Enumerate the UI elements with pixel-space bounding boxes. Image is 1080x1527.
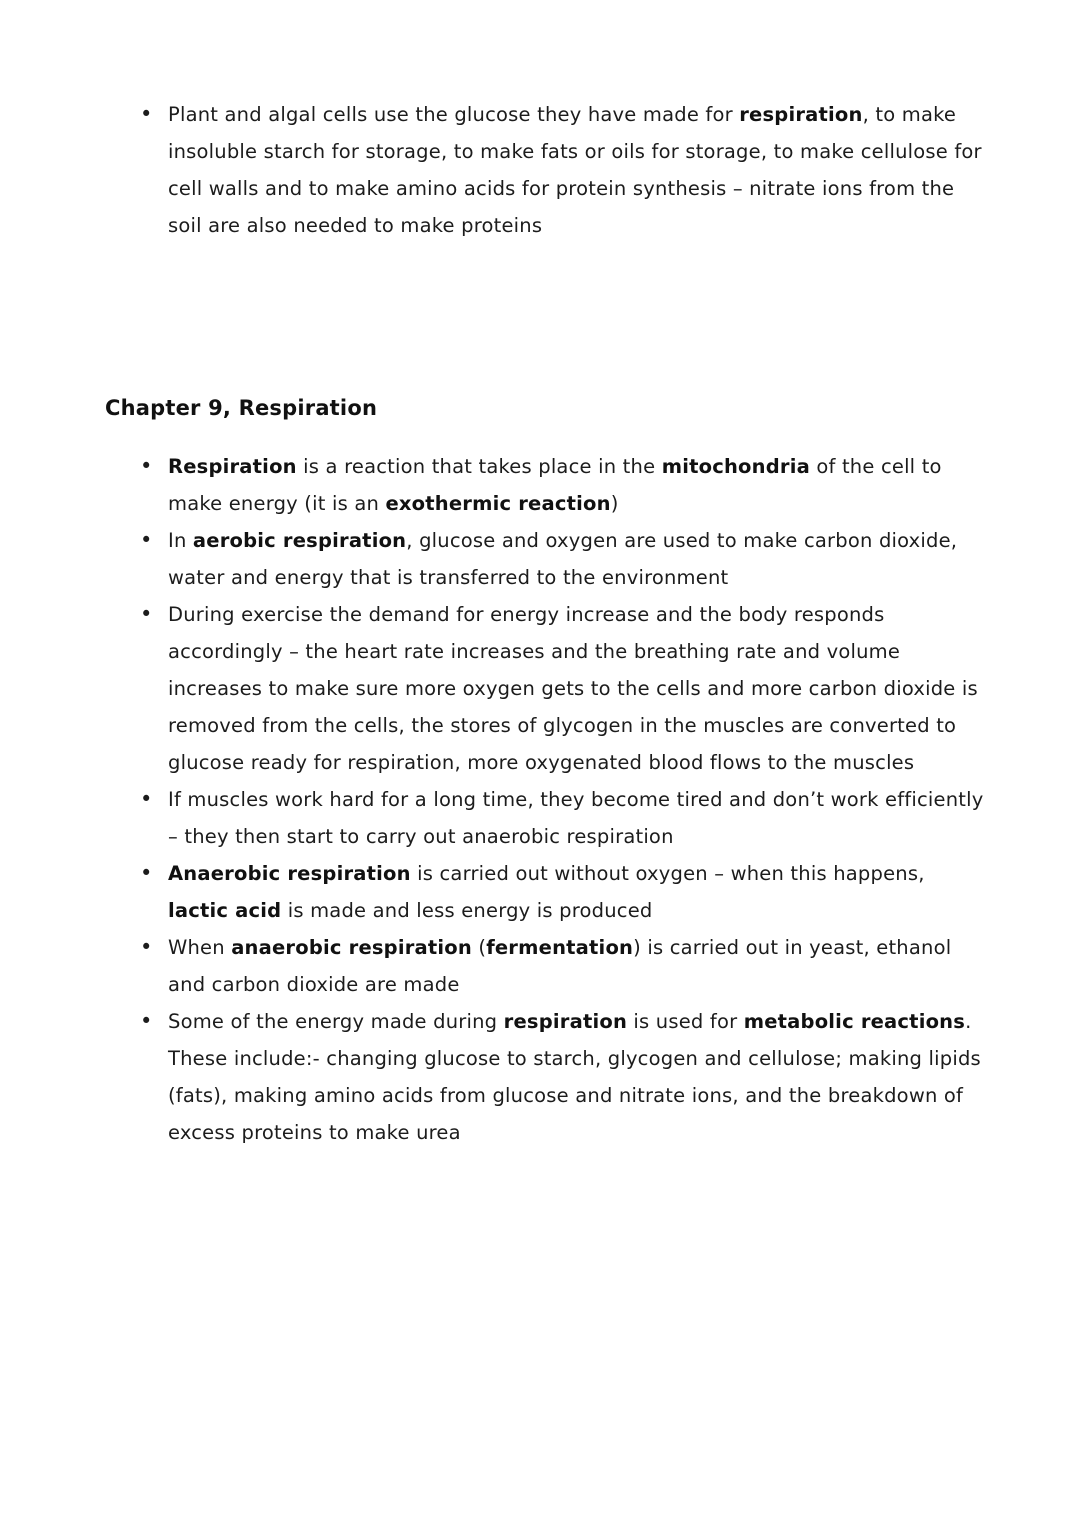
bold-text-segment: metabolic reactions — [743, 1010, 966, 1033]
text-segment: ) — [610, 492, 619, 515]
intro-bullet-list — [105, 96, 985, 244]
bold-text-segment: Anaerobic respiration — [168, 862, 411, 885]
text-segment: is a reaction that takes place in the — [296, 455, 662, 478]
bold-text-segment: respiration — [739, 103, 863, 126]
list-item — [140, 929, 985, 1003]
text-segment: . These include:- changing glucose to starch, glycogen and cellulose; making lipids (fats), making amino acids from glucose and nitrate ions, and the breakdown of excess proteins to make urea — [168, 1010, 981, 1144]
bold-text-segment: fermentation — [486, 936, 634, 959]
text-segment: Plant and algal cells use the glucose they have made for — [168, 103, 740, 126]
bold-text-segment: respiration — [503, 1010, 628, 1033]
bold-text-segment: mitochondria — [661, 455, 810, 478]
text-segment: In — [168, 529, 193, 552]
list-item — [140, 855, 985, 929]
text-segment: is made and less energy is produced — [281, 899, 653, 922]
text-segment: , glucose and oxygen are used to make carbon dioxide, water and energy that is transferred to the environment — [168, 529, 958, 589]
text-segment: , to make insoluble starch for storage, to make fats or oils for storage, to make cellulose for cell walls and to make amino acids for protein synthesis – nitrate ions from the soil are also needed to make proteins — [168, 103, 982, 237]
text-segment: is used for — [627, 1010, 744, 1033]
bold-text-segment: exothermic reaction — [385, 492, 611, 515]
chapter-bullet-list — [105, 448, 985, 1151]
bold-text-segment: Respiration — [168, 455, 297, 478]
heading-spacer — [105, 422, 985, 448]
list-item — [140, 596, 985, 781]
text-segment: During exercise the demand for energy increase and the body responds accordingly – the heart rate increases and the breathing rate and volume increases to make sure more oxygen gets to the cells and more carbon dioxide is removed from the cells, the stores of glycogen in the muscles are converted to glucose ready for respiration, more oxygenated blood flows to the muscles — [168, 603, 978, 774]
list-item — [140, 781, 985, 855]
bold-text-segment: lactic acid — [168, 899, 282, 922]
chapter-heading: Chapter 9, Respiration — [105, 396, 378, 420]
text-segment: Some of the energy made during — [168, 1010, 504, 1033]
text-segment: When — [168, 936, 232, 959]
text-segment: ) is carried out in yeast, ethanol and carbon dioxide are made — [168, 936, 952, 996]
text-segment: is carried out without oxygen – when this happens, — [410, 862, 925, 885]
text-segment: ( — [471, 936, 487, 959]
text-segment: of the cell to make energy (it is an — [168, 455, 942, 515]
list-item — [140, 1003, 985, 1151]
list-item — [140, 96, 985, 244]
bold-text-segment: aerobic respiration — [192, 529, 407, 552]
section-spacer — [105, 244, 985, 394]
list-item — [140, 448, 985, 522]
list-item — [140, 522, 985, 596]
text-segment: If muscles work hard for a long time, they become tired and don’t work efficiently – they then start to carry out anaerobic respiration — [168, 788, 984, 848]
bold-text-segment: anaerobic respiration — [231, 936, 472, 959]
